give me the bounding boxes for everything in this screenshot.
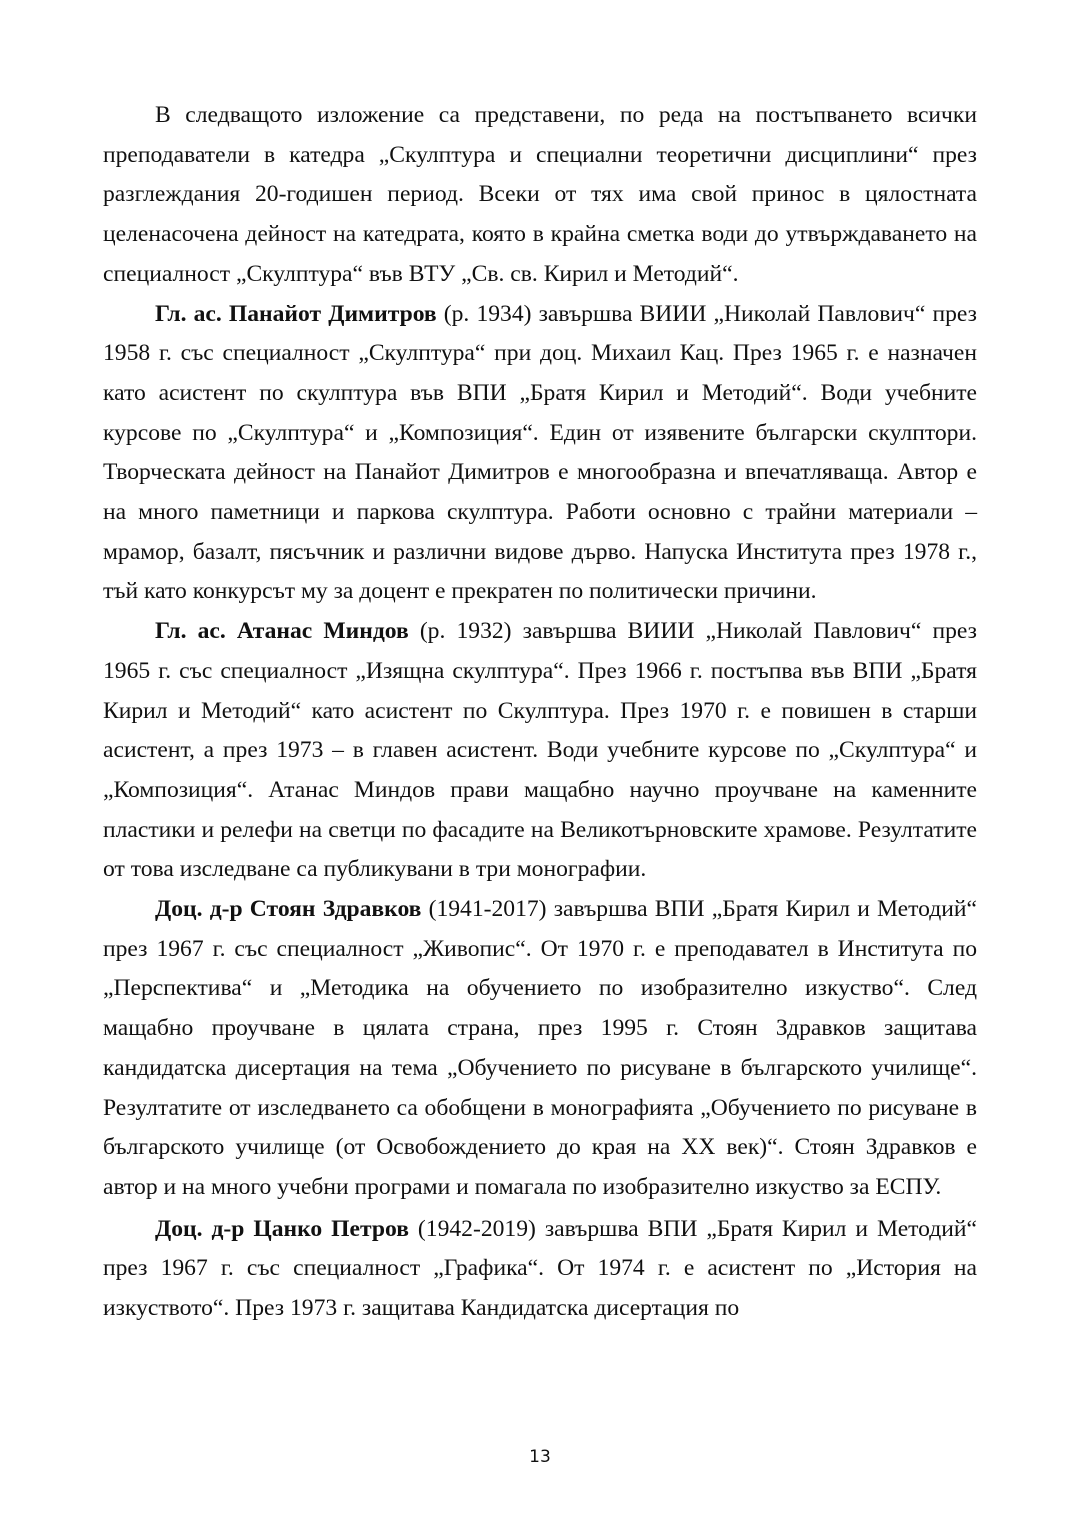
paragraph-atanas-mindov-text: (р. 1932) завършва ВИИИ „Николай Павлович“ през 1965 г. със специалност „Изящна скулптура“. През 1966 г. постъпва във ВПИ „Братя Кирил и Методий“ като асистент по Скулптура. През 1970 г. е повишен в старши асистент, а през 1973 – в главен асистент. Води учебните курсове по „Скулптура“ и „Композиция“. Атанас Миндов прави мащабно научно проучване на каменните пластики и релефи на светци по фасадите на Великотърновските храмове. Резултатите от това изследване са публикувани в три монографии. bbox=[103, 618, 977, 883]
paragraph-stoyan-zdravkov bbox=[103, 890, 977, 1208]
person-name-stoyan-zdravkov: Доц. д-р Стоян Здравков bbox=[155, 896, 422, 923]
paragraph-tsanko-petrov-text: (1942-2019) завършва ВПИ „Братя Кирил и Методий“ през 1967 г. със специалност „Графика“. От 1974 г. е асистент по „История на изкуството“. През 1973 г. защитава Кандидатска дисертация по bbox=[103, 1215, 978, 1322]
paragraph-tsanko-petrov bbox=[103, 1210, 977, 1329]
document-body bbox=[103, 96, 977, 1329]
paragraph-intro bbox=[103, 96, 977, 295]
paragraph-panayot-dimitrov bbox=[103, 295, 977, 613]
person-name-atanas-mindov: Гл. ас. Атанас Миндов bbox=[155, 618, 409, 645]
paragraph-atanas-mindov bbox=[103, 612, 977, 890]
paragraph-stoyan-zdravkov-text: (1941-2017) завършва ВПИ „Братя Кирил и Методий“ през 1967 г. със специалност „Живопис“. От 1970 г. е преподавател в Института по „Перспектива“ и „Методика на обучението по изобразително изкуство“. След мащабно проучване в цялата страна, през 1995 г. Стоян Здравков защитава кандидатска дисертация на тема „Обучението по рисуване в българското училище“. Резултатите от изследването са обобщени в монографията „Обучението по рисуване в българското училище (от Освобождението до края на XX век)“. Стоян Здравков е автор и на много учебни програми и помагала по изобразително изкуство за ЕСПУ. bbox=[103, 896, 977, 1200]
paragraph-intro-text: В следващото изложение са представени, по реда на постъпването всички преподаватели в катедра „Скулптура и специални теоретични дисциплини“ през разглеждания 20-годишен период. Всеки от тях има свой принос в цялостната целенасочена дейност на катедрата, която в крайна сметка води до утвърждаването на специалност „Скулптура“ във ВТУ „Св. св. Кирил и Методий“. bbox=[103, 102, 977, 287]
page-number: 13 bbox=[529, 1447, 551, 1467]
person-name-tsanko-petrov: Доц. д-р Цанко Петров bbox=[155, 1215, 409, 1242]
paragraph-panayot-dimitrov-text: (р. 1934) завършва ВИИИ „Николай Павлович“ през 1958 г. със специалност „Скулптура“ при доц. Михаил Кац. През 1965 г. е назначен като асистент по скулптура във ВПИ „Братя Кирил и Методий“. Води учебните курсове по „Скулптура“ и „Композиция“. Един от изявените български скулптори. Творческата дейност на Панайот Димитров е многообразна и впечатляваща. Автор е на много паметници и паркова скулптура. Работи основно с трайни материали – мрамор, базалт, пясъчник и различни видове дърво. Напуска Института през 1978 г., тъй като конкурсът му за доцент е прекратен по политически причини. bbox=[103, 300, 978, 605]
person-name-panayot-dimitrov: Гл. ас. Панайот Димитров bbox=[155, 300, 437, 327]
